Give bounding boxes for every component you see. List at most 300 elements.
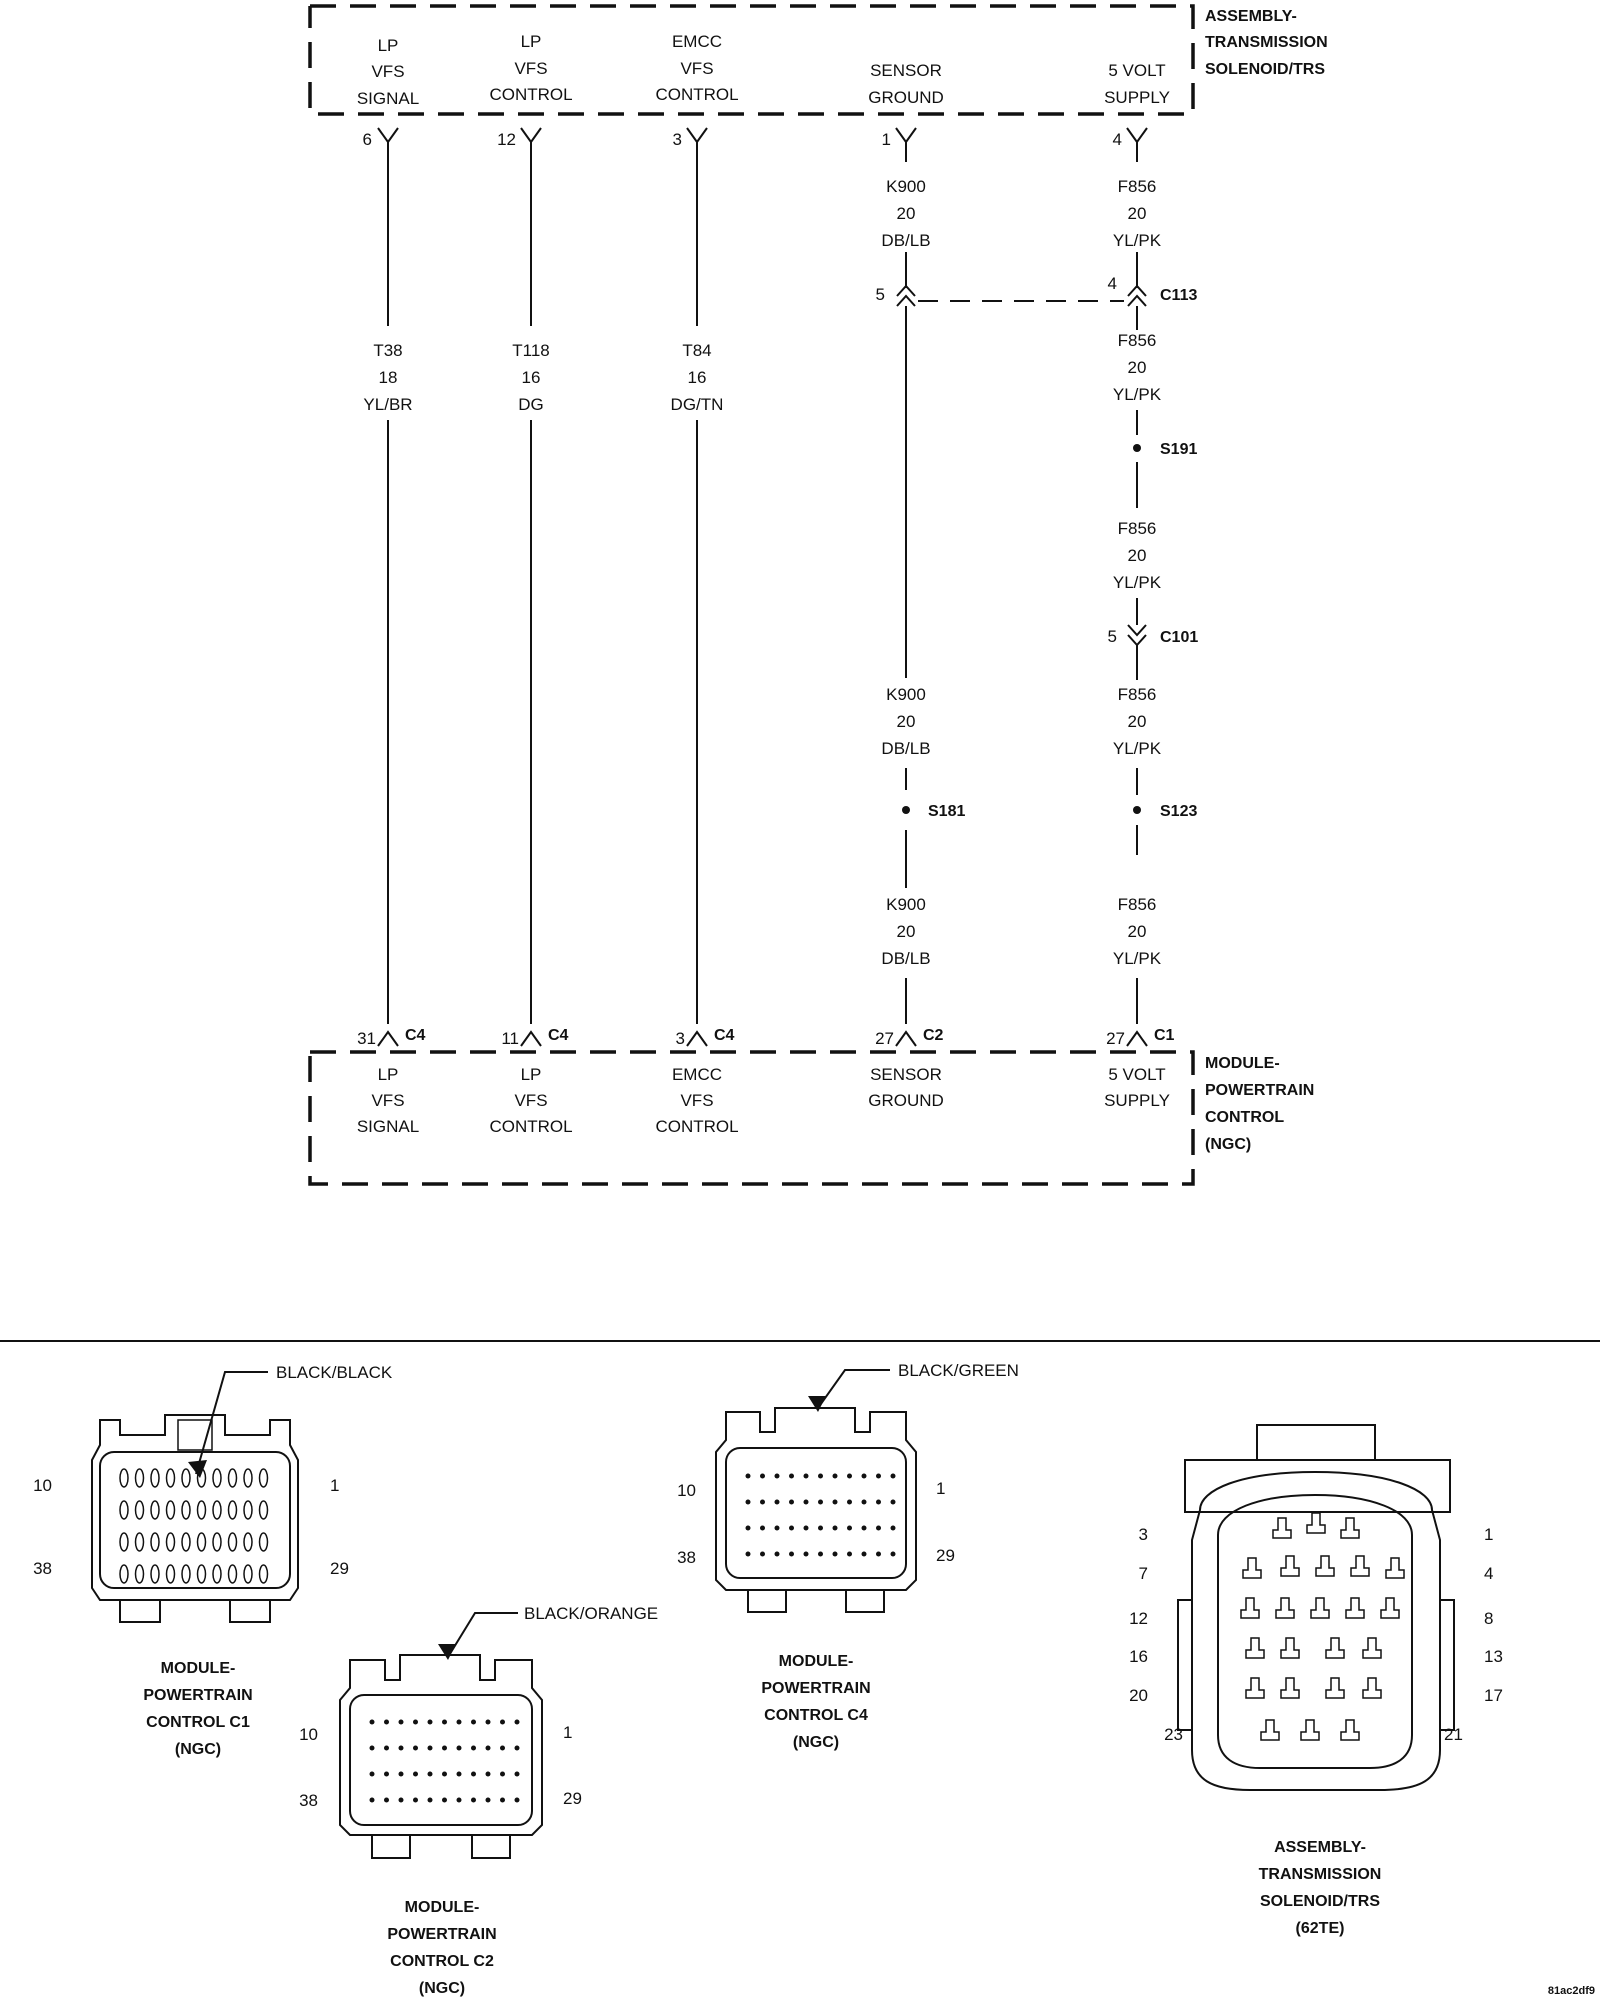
pin-cavity xyxy=(136,1469,144,1487)
top-pin-label: VFS xyxy=(371,62,405,81)
bottom-pin-numbers xyxy=(357,1027,1174,1048)
wire-label: K900 xyxy=(886,895,926,914)
bottom-conn-id: C4 xyxy=(405,1027,426,1044)
pin-cavity xyxy=(775,1552,780,1557)
c1-pin-tr: 1 xyxy=(330,1476,340,1495)
wire-label: 20 xyxy=(1127,358,1147,377)
pin-cavity xyxy=(260,1565,268,1583)
top-pin-number: 1 xyxy=(881,130,891,149)
top-pin-label: GROUND xyxy=(868,88,944,107)
splice-dot xyxy=(1133,806,1141,814)
top-pin-label: CONTROL xyxy=(655,85,739,104)
pin-cavity xyxy=(198,1533,206,1551)
pin-terminal xyxy=(521,1032,541,1046)
terminal-blade xyxy=(1341,1518,1359,1538)
c113-pin-left: 5 xyxy=(875,285,885,304)
connector-face xyxy=(1218,1495,1412,1768)
wire-label: K900 xyxy=(886,177,926,196)
bottom-pin-label: GROUND xyxy=(868,1091,944,1110)
bottom-pin-label: LP xyxy=(377,1065,399,1084)
terminal-blade xyxy=(1381,1598,1399,1618)
wire-label: YL/PK xyxy=(1112,739,1162,758)
connector-pin-field xyxy=(746,1474,896,1557)
c2-name: MODULE- xyxy=(404,1899,480,1916)
pin-cavity xyxy=(876,1526,881,1531)
top-pin-label: SUPPLY xyxy=(1104,88,1170,107)
terminal-blade xyxy=(1351,1556,1369,1576)
wire-label: YL/BR xyxy=(363,395,413,414)
c101-label: C101 xyxy=(1160,629,1199,646)
pin-cavity xyxy=(486,1720,491,1725)
pin-cavity xyxy=(746,1526,751,1531)
splice-s123 xyxy=(1133,803,1197,820)
bottom-module-name-1: MODULE- xyxy=(1205,1055,1280,1072)
pin-cavity xyxy=(847,1474,852,1479)
top-pin-number: 3 xyxy=(672,130,682,149)
connector-top-tab xyxy=(1257,1425,1375,1460)
pin-cavity xyxy=(876,1474,881,1479)
c1-name: (NGC) xyxy=(174,1741,222,1758)
pin-cavity xyxy=(370,1720,375,1725)
pin-cavity xyxy=(746,1474,751,1479)
pin-cavity xyxy=(486,1746,491,1751)
wire-segments xyxy=(388,142,1137,1024)
bottom-pin-labels xyxy=(357,1065,1170,1136)
connector-face xyxy=(726,1448,906,1578)
pin-terminal xyxy=(1127,128,1147,142)
pin-cavity xyxy=(789,1552,794,1557)
pin-cavity xyxy=(818,1526,823,1531)
pin-cavity xyxy=(471,1798,476,1803)
connector-pin-field xyxy=(1241,1513,1404,1740)
bottom-conn-id: C1 xyxy=(1154,1027,1175,1044)
terminal-blade xyxy=(1301,1720,1319,1740)
pin-cavity xyxy=(413,1746,418,1751)
pin-cavity xyxy=(399,1798,404,1803)
pin-cavity xyxy=(515,1772,520,1777)
splice-s181 xyxy=(902,803,965,820)
terminal-blade xyxy=(1363,1638,1381,1658)
pin-cavity xyxy=(399,1746,404,1751)
pin-cavity xyxy=(876,1552,881,1557)
pin-cavity xyxy=(428,1746,433,1751)
c2-pin-bl: 38 xyxy=(299,1791,318,1810)
terminal-blade xyxy=(1281,1556,1299,1576)
pin-terminal xyxy=(687,128,707,142)
c4-name: POWERTRAIN xyxy=(761,1680,871,1697)
pin-cavity xyxy=(471,1746,476,1751)
wire-label: 20 xyxy=(1127,712,1147,731)
pin-cavity xyxy=(833,1526,838,1531)
trs-pin-label: 20 xyxy=(1129,1686,1148,1705)
callout-arrow-icon xyxy=(438,1644,456,1660)
bottom-pin-label: LP xyxy=(520,1065,542,1084)
wire-label: 16 xyxy=(687,368,707,387)
bottom-pin-number: 11 xyxy=(501,1029,519,1048)
pin-cavity xyxy=(120,1469,128,1487)
trs-pin-label: 4 xyxy=(1484,1564,1494,1583)
connector-shell xyxy=(716,1408,916,1590)
terminal-blade xyxy=(1273,1518,1291,1538)
connector-view-c1 xyxy=(33,1363,393,1758)
top-pin-label: SIGNAL xyxy=(356,89,420,108)
terminal-blade xyxy=(1311,1598,1329,1618)
bottom-conn-id: C4 xyxy=(714,1027,735,1044)
pin-cavity xyxy=(457,1720,462,1725)
c4-color: BLACK/GREEN xyxy=(898,1361,1019,1380)
bottom-pin-label: SIGNAL xyxy=(356,1117,420,1136)
wire-label: T118 xyxy=(512,341,550,360)
bottom-pin-number: 3 xyxy=(675,1029,685,1048)
top-pin-number: 6 xyxy=(362,130,372,149)
pin-cavity xyxy=(862,1552,867,1557)
bottom-pin-label: SENSOR xyxy=(870,1065,942,1084)
pin-cavity xyxy=(213,1565,221,1583)
pin-cavity xyxy=(399,1772,404,1777)
pin-cavity xyxy=(182,1533,190,1551)
trs-name: TRANSMISSION xyxy=(1258,1866,1382,1883)
c2-color: BLACK/ORANGE xyxy=(524,1604,659,1623)
trs-name: ASSEMBLY- xyxy=(1274,1839,1366,1856)
wire-label: DB/LB xyxy=(881,949,931,968)
c2-pin-br: 29 xyxy=(563,1789,582,1808)
c101-pin: 5 xyxy=(1107,627,1117,646)
color-callout-line xyxy=(448,1613,518,1657)
pin-terminal xyxy=(1127,1032,1147,1046)
bottom-module-name-4: (NGC) xyxy=(1205,1136,1252,1153)
terminal-blade xyxy=(1326,1678,1344,1698)
trs-name: SOLENOID/TRS xyxy=(1259,1893,1381,1910)
pin-terminal xyxy=(896,1032,916,1046)
pin-cavity xyxy=(442,1720,447,1725)
wire-label: 16 xyxy=(521,368,541,387)
pin-cavity xyxy=(167,1533,175,1551)
figure-code: 81ac2df9 xyxy=(1547,1985,1595,1997)
terminal-blade xyxy=(1281,1678,1299,1698)
wire-label: 20 xyxy=(1127,204,1147,223)
pin-cavity xyxy=(260,1533,268,1551)
pin-cavity xyxy=(500,1772,505,1777)
trs-pin-label: 23 xyxy=(1164,1725,1183,1744)
bottom-pin-label: CONTROL xyxy=(655,1117,739,1136)
pin-cavity xyxy=(442,1746,447,1751)
wire-label: DB/LB xyxy=(881,739,931,758)
pin-cavity xyxy=(370,1772,375,1777)
pin-cavity xyxy=(413,1720,418,1725)
top-pin-label: EMCC xyxy=(671,32,723,51)
bottom-conn-id: C4 xyxy=(548,1027,569,1044)
wire-label: T38 xyxy=(373,341,403,360)
bottom-pin-label: 5 VOLT xyxy=(1108,1065,1166,1084)
callout-arrow-icon xyxy=(808,1396,826,1412)
terminal-blade xyxy=(1246,1638,1264,1658)
c1-name: CONTROL C1 xyxy=(146,1714,250,1731)
pin-cavity xyxy=(833,1500,838,1505)
pin-cavity xyxy=(515,1746,520,1751)
pin-terminal xyxy=(378,128,398,142)
pin-cavity xyxy=(876,1500,881,1505)
top-pin-labels xyxy=(357,32,1170,108)
terminal-blade xyxy=(1386,1558,1404,1578)
wire-label: F856 xyxy=(1117,177,1157,196)
c2-name: (NGC) xyxy=(418,1980,466,1997)
connector-view-c2 xyxy=(299,1604,658,1997)
connector-c101 xyxy=(1108,625,1199,646)
wire-labels xyxy=(363,177,1161,968)
bottom-pin-label: VFS xyxy=(514,1091,548,1110)
pin-cavity xyxy=(213,1533,221,1551)
pin-cavity xyxy=(760,1474,765,1479)
pin-cavity xyxy=(775,1500,780,1505)
pin-cavity xyxy=(244,1565,252,1583)
pin-cavity xyxy=(746,1552,751,1557)
pin-cavity xyxy=(486,1772,491,1777)
pin-cavity xyxy=(862,1474,867,1479)
top-pin-label: VFS xyxy=(514,59,548,78)
pin-cavity xyxy=(891,1526,896,1531)
c113-pin-right: 4 xyxy=(1107,274,1117,293)
wire-label: 18 xyxy=(378,368,398,387)
c4-name: MODULE- xyxy=(778,1653,854,1670)
pin-cavity xyxy=(229,1533,237,1551)
connector-chevron xyxy=(1128,625,1146,635)
pin-cavity xyxy=(244,1501,252,1519)
s191-label: S191 xyxy=(1160,441,1198,458)
trs-pin-label: 16 xyxy=(1129,1647,1148,1666)
c1-pin-tl: 10 xyxy=(33,1476,52,1495)
c1-name: MODULE- xyxy=(160,1660,236,1677)
c113-label: C113 xyxy=(1160,287,1198,304)
bottom-module-name-2: POWERTRAIN xyxy=(1205,1082,1315,1099)
wire-label: 20 xyxy=(896,922,916,941)
trs-pin-label: 12 xyxy=(1129,1609,1148,1628)
pin-cavity xyxy=(746,1500,751,1505)
top-pin-number: 12 xyxy=(497,130,516,149)
top-terminals xyxy=(378,128,1147,142)
wire-label: 20 xyxy=(896,712,916,731)
pin-cavity xyxy=(833,1552,838,1557)
connector-view-c4 xyxy=(677,1361,1019,1751)
pin-cavity xyxy=(182,1469,190,1487)
s181-label: S181 xyxy=(928,803,966,820)
c1-pin-bl: 38 xyxy=(33,1559,52,1578)
top-module-name-1: ASSEMBLY- xyxy=(1205,8,1297,25)
wire-label: 20 xyxy=(1127,546,1147,565)
terminal-blade xyxy=(1281,1638,1299,1658)
pin-cavity xyxy=(244,1469,252,1487)
connector-feet xyxy=(120,1600,270,1622)
terminal-blade xyxy=(1363,1678,1381,1698)
wire-label: DB/LB xyxy=(881,231,931,250)
connector-chevron xyxy=(1128,635,1146,645)
trs-pin-label: 21 xyxy=(1444,1725,1463,1744)
trs-pin-label: 8 xyxy=(1484,1609,1494,1628)
bottom-module-outline xyxy=(310,1052,1193,1184)
c1-color: BLACK/BLACK xyxy=(276,1363,393,1382)
pin-cavity xyxy=(500,1746,505,1751)
terminal-blade xyxy=(1241,1598,1259,1618)
pin-cavity xyxy=(847,1500,852,1505)
top-module-name-2: TRANSMISSION xyxy=(1205,34,1328,51)
pin-cavity xyxy=(260,1469,268,1487)
pin-cavity xyxy=(818,1500,823,1505)
pin-cavity xyxy=(120,1533,128,1551)
pin-cavity xyxy=(471,1772,476,1777)
connector-c113 xyxy=(876,274,1198,306)
wire-label: DG/TN xyxy=(670,395,724,414)
pin-cavity xyxy=(804,1500,809,1505)
pin-cavity xyxy=(457,1746,462,1751)
connector-chevron xyxy=(897,296,915,306)
pin-cavity xyxy=(182,1565,190,1583)
pin-cavity xyxy=(213,1469,221,1487)
wire-label: YL/PK xyxy=(1112,949,1162,968)
pin-cavity xyxy=(428,1720,433,1725)
pin-cavity xyxy=(457,1772,462,1777)
wire-label: K900 xyxy=(886,685,926,704)
c4-name: CONTROL C4 xyxy=(764,1707,868,1724)
pin-cavity xyxy=(413,1772,418,1777)
wire-label: YL/PK xyxy=(1112,385,1162,404)
terminal-blade xyxy=(1307,1513,1325,1533)
terminal-blade xyxy=(1243,1558,1261,1578)
wire-label: 20 xyxy=(1127,922,1147,941)
connector-pin-field xyxy=(120,1469,268,1583)
pin-cavity xyxy=(151,1469,159,1487)
pin-cavity xyxy=(760,1552,765,1557)
pin-cavity xyxy=(244,1533,252,1551)
c2-pin-tl: 10 xyxy=(299,1725,318,1744)
pin-cavity xyxy=(442,1798,447,1803)
c1-name: POWERTRAIN xyxy=(143,1687,253,1704)
pin-cavity xyxy=(442,1772,447,1777)
pin-cavity xyxy=(862,1500,867,1505)
pin-cavity xyxy=(847,1552,852,1557)
connector-face xyxy=(350,1695,532,1825)
pin-cavity xyxy=(428,1772,433,1777)
bottom-module-name-3: CONTROL xyxy=(1205,1109,1285,1126)
trs-pin-label: 17 xyxy=(1484,1686,1503,1705)
pin-cavity xyxy=(457,1798,462,1803)
pin-cavity xyxy=(804,1474,809,1479)
trs-pin-label: 1 xyxy=(1484,1525,1494,1544)
pin-cavity xyxy=(167,1501,175,1519)
pin-cavity xyxy=(229,1501,237,1519)
pin-cavity xyxy=(515,1798,520,1803)
pin-cavity xyxy=(136,1565,144,1583)
pin-cavity xyxy=(789,1500,794,1505)
pin-cavity xyxy=(789,1474,794,1479)
wire-label: 20 xyxy=(896,204,916,223)
pin-cavity xyxy=(151,1565,159,1583)
wire-label: DG xyxy=(518,395,544,414)
splice-dot xyxy=(902,806,910,814)
bottom-terminals xyxy=(378,1032,1147,1046)
pin-terminal xyxy=(687,1032,707,1046)
terminal-blade xyxy=(1316,1556,1334,1576)
pin-cavity xyxy=(384,1746,389,1751)
pin-cavity xyxy=(120,1565,128,1583)
c4-name: (NGC) xyxy=(792,1734,840,1751)
top-pin-label: CONTROL xyxy=(489,85,573,104)
pin-cavity xyxy=(891,1474,896,1479)
splice-dot xyxy=(1133,444,1141,452)
pin-cavity xyxy=(260,1501,268,1519)
pin-cavity xyxy=(370,1798,375,1803)
color-callout-line xyxy=(818,1370,890,1408)
c4-pin-br: 29 xyxy=(936,1546,955,1565)
pin-cavity xyxy=(384,1772,389,1777)
trs-pin-label: 3 xyxy=(1138,1525,1148,1544)
color-callout-line xyxy=(196,1372,268,1474)
c2-pin-tr: 1 xyxy=(563,1723,573,1742)
terminal-blade xyxy=(1346,1598,1364,1618)
s123-label: S123 xyxy=(1160,803,1198,820)
pin-cavity xyxy=(120,1501,128,1519)
top-pin-numbers xyxy=(363,130,1122,149)
wire-label: YL/PK xyxy=(1112,573,1162,592)
terminal-blade xyxy=(1261,1720,1279,1740)
trs-name: (62TE) xyxy=(1295,1920,1345,1937)
connector-pin-field xyxy=(370,1720,520,1803)
pin-cavity xyxy=(198,1501,206,1519)
bottom-conn-id: C2 xyxy=(923,1027,944,1044)
bottom-pin-number: 31 xyxy=(357,1029,376,1048)
bottom-pin-label: SUPPLY xyxy=(1104,1091,1170,1110)
pin-cavity xyxy=(891,1552,896,1557)
pin-cavity xyxy=(486,1798,491,1803)
top-pin-label: LP xyxy=(377,36,399,55)
wire-label: F856 xyxy=(1117,331,1157,350)
pin-cavity xyxy=(428,1798,433,1803)
pin-cavity xyxy=(775,1526,780,1531)
pin-cavity xyxy=(891,1500,896,1505)
wire-label: F856 xyxy=(1117,685,1157,704)
pin-cavity xyxy=(167,1565,175,1583)
bottom-pin-label: VFS xyxy=(371,1091,405,1110)
c2-name: CONTROL C2 xyxy=(390,1953,494,1970)
pin-cavity xyxy=(789,1526,794,1531)
bottom-pin-label: CONTROL xyxy=(489,1117,573,1136)
pin-cavity xyxy=(775,1474,780,1479)
connector-chevron xyxy=(1128,296,1146,306)
pin-cavity xyxy=(399,1720,404,1725)
wire-label: T84 xyxy=(682,341,712,360)
pin-cavity xyxy=(760,1500,765,1505)
c2-name: POWERTRAIN xyxy=(387,1926,497,1943)
terminal-blade xyxy=(1246,1678,1264,1698)
top-pin-label: LP xyxy=(520,32,542,51)
top-pin-label: VFS xyxy=(680,59,714,78)
wire-label: F856 xyxy=(1117,895,1157,914)
pin-cavity xyxy=(804,1552,809,1557)
c4-pin-bl: 38 xyxy=(677,1548,696,1567)
pin-cavity xyxy=(862,1526,867,1531)
pin-cavity xyxy=(500,1720,505,1725)
pin-cavity xyxy=(229,1565,237,1583)
top-pin-label: SENSOR xyxy=(870,61,942,80)
pin-cavity xyxy=(471,1720,476,1725)
pin-cavity xyxy=(515,1720,520,1725)
top-module-outline xyxy=(310,6,1193,114)
terminal-blade xyxy=(1276,1598,1294,1618)
bottom-pin-label: VFS xyxy=(680,1091,714,1110)
pin-cavity xyxy=(213,1501,221,1519)
pin-cavity xyxy=(384,1798,389,1803)
bottom-pin-number: 27 xyxy=(875,1029,894,1048)
bottom-pin-number: 27 xyxy=(1106,1029,1125,1048)
pin-terminal xyxy=(378,1032,398,1046)
